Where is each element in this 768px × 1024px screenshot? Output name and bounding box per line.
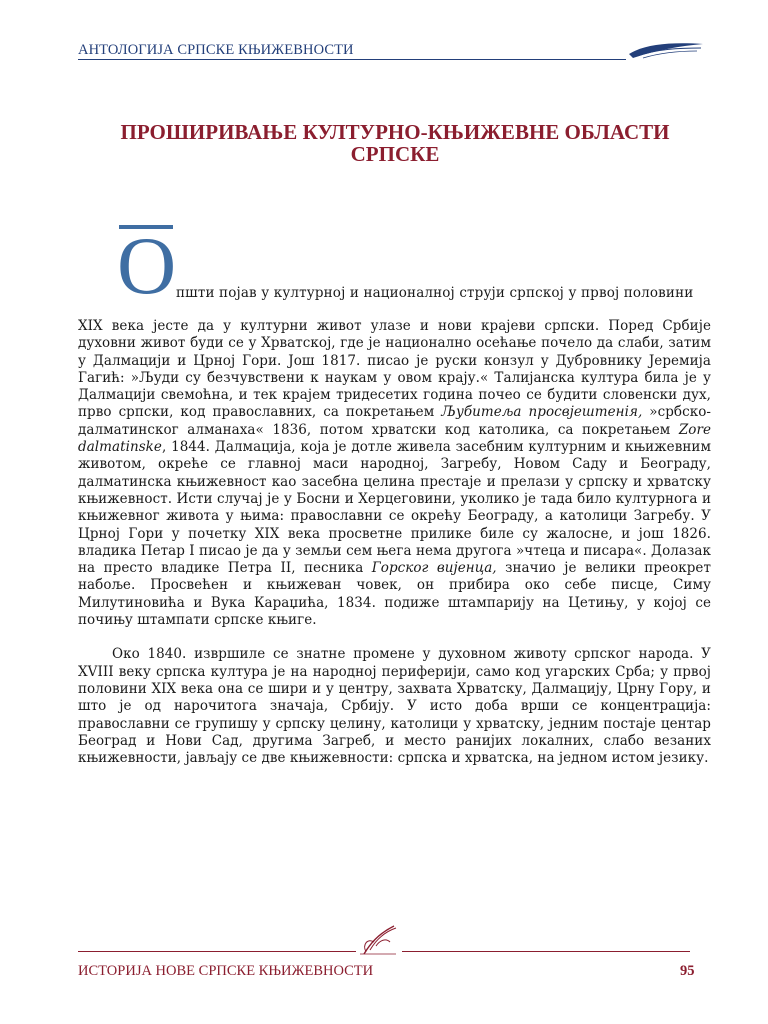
running-footer-title: ИСТОРИЈА НОВЕ СРПСКЕ КЊИЖЕВНОСТИ — [78, 963, 374, 979]
italic-title: Горског вијенца, — [371, 560, 497, 577]
paragraph-1: XIX века јесте да у културни живот улазе и нови крајеви српски. Поред Србије духовни живот буди се у Хрватској, где је национално осећање почело да слаби, затим у Далмацији и Црној Гори. Још 1817. писао је руски конзул у Дубровнику Јеремија Гагић: »Људи су безчувствени к наукам у овом крају.« Талијанска култура била је у Далмацији свемоћна, и тек крајем тридесетих година почео се будити словенски дух, прво српски, код православних, са покретањем Љубитеља просвјештенія, »србско-далматинског алманаха« 1836, потом хрватски код католика, са покретањем Zore dalmatinske, 1844. Далмација, која је дотле живела засебним културним и књижевним животом, окреће се главној маси народној, Загребу, Новом Саду и Београду, далматинска књижевност као засебна целина престаје и прелази у српску и хрватску књижевност. Исти случај је у Босни и Херцеговини, уколико је тада било културнога и књижевног живота у њима: православни се окрећу Београду, а католици Загребу. У Црној Гори у почетку XIX века просветне прилике биле су жалосне, и још 1826. владика Петар I писао је да у земљи сем њега нема другога »чтеца и писара«. Долазак на престо владике Петра II, песника Горског вијенца, значио је велики преокрет набоље. Просвећен и књижеван човек, он прибира око себе писце, Симу Милутиновића и Вука Караџића, 1834. подиже штампарију на Цетињу, у којој се почињу штампати српске књиге. — [78, 318, 711, 629]
italic-title: Љубитеља просвјештенія, — [441, 404, 643, 421]
dropcap-letter: О — [117, 220, 177, 311]
page-number: 95 — [680, 963, 695, 979]
italic-title: Zore dalmatinske — [78, 421, 711, 456]
footer-rule-right — [402, 951, 690, 952]
header-rule — [78, 59, 626, 60]
footer-rule-left — [78, 951, 356, 952]
page-title: ПРОШИРИВАЊЕ КУЛТУРНО-КЊИЖЕВНЕ ОБЛАСТИ СРПСКЕ — [120, 120, 670, 166]
first-line-text: пшти појав у културној и националној струји српској у првој половини — [176, 285, 694, 301]
wave-swoosh-icon — [627, 40, 705, 62]
paragraph-2: Око 1840. извршиле се знатне промене у духовном животу српског народа. У XVIII веку српска култура је на народној периферији, само код угарских Срба; у првој половини XIX века она се шири и у центру, захвата Хрватску, Далмацију, Црну Гору, и што је од нарочитога значаја, Србију. У исто доба врши се концентрација: православни се групишу у српску целину, католици у хрватску, једним постаје центар Београд и Нови Сад, другима Загреб, и место ранијих локалних, слабо везаних књижевности, јављају се две књижевности: српска и хрватска, на једном истом језику. — [78, 646, 711, 767]
article-body — [78, 318, 711, 767]
quill-flourish-icon — [356, 924, 402, 956]
running-header-title: АНТОЛОГИЈА СРПСКЕ КЊИЖЕВНОСТИ — [78, 42, 354, 58]
